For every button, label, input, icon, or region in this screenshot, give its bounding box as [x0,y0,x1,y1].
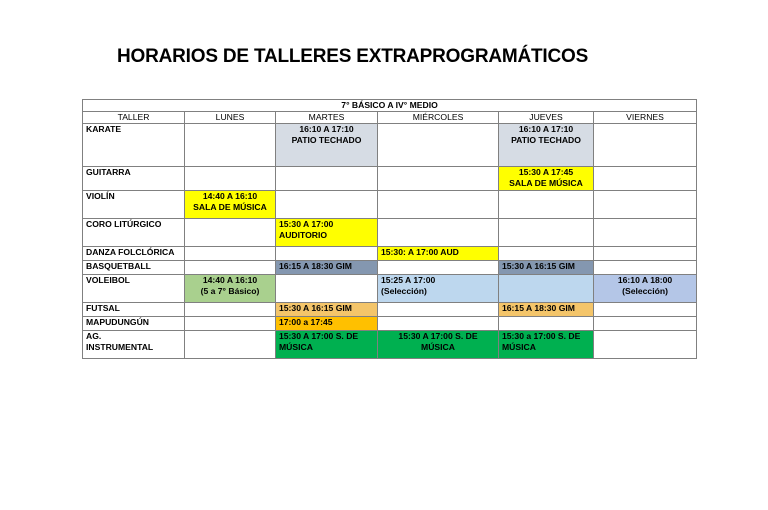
schedule-cell-viernes [594,275,697,303]
schedule-cell-lunes [185,317,276,331]
schedule-cell-martes [276,303,378,317]
schedule-cell-line: 16:15 A 18:30 GIM [279,261,352,271]
taller-name: KARATE [83,124,185,167]
schedule-cell-miercoles [378,317,499,331]
schedule-cell-martes [276,247,378,261]
schedule-cell-line: MÚSICA [502,341,536,352]
schedule-cell-lunes [185,124,276,167]
schedule-cell-line: 15:30 A 16:15 GIM [279,303,352,313]
schedule-cell-lunes [185,247,276,261]
schedule-table [82,99,697,359]
taller-name: VIOLÍN [83,191,185,219]
schedule-cell-jueves [499,331,594,359]
schedule-cell-line: 15:30 A 17:00 S. DE [279,331,359,341]
schedule-cell-miercoles [378,247,499,261]
schedule-cell-line: (Selección) [381,285,427,296]
schedule-cell-line: 15:30 a 17:00 S. DE [502,331,581,341]
taller-name-line: INSTRUMENTAL [86,341,154,352]
schedule-cell-lunes [185,261,276,275]
schedule-cell-jueves [499,219,594,247]
schedule-cell-line: (5 a 7° Básico) [200,285,260,296]
schedule-cell-martes [276,191,378,219]
schedule-cell-miercoles [378,124,499,167]
taller-name: MAPUDUNGÚN [83,317,185,331]
taller-name [83,331,185,359]
table-row [83,331,697,359]
schedule-cell-jueves [499,275,594,303]
table-row [83,219,697,247]
schedule-cell-jueves [499,191,594,219]
schedule-cell-lunes [185,331,276,359]
column-header-lunes: LUNES [185,112,276,124]
schedule-cell-line: 16:15 A 18:30 GIM [502,303,575,313]
level-header: 7° BÁSICO A IV° MEDIO [83,100,697,112]
table-row [83,275,697,303]
taller-name-line: AG. [86,331,102,341]
schedule-cell-jueves [499,247,594,261]
schedule-cell-line: PATIO TECHADO [291,134,362,145]
schedule-cell-miercoles [378,275,499,303]
schedule-cell-line: (Selección) [622,285,668,296]
schedule-cell-viernes [594,167,697,191]
schedule-cell-line: 15:30 A 16:15 GIM [502,261,575,271]
schedule-cell-jueves [499,303,594,317]
schedule-cell-line: PATIO TECHADO [511,134,581,145]
schedule-cell-line: 16:10 A 18:00 [617,275,673,285]
taller-name: VOLEIBOL [83,275,185,303]
schedule-cell-line: 15:25 A 17:00 [381,275,436,285]
schedule-cell-jueves [499,124,594,167]
table-row [83,247,697,261]
schedule-cell-lunes [185,219,276,247]
schedule-cell-martes [276,261,378,275]
schedule-cell-martes [276,167,378,191]
schedule-cell-line: 15:30 A 17:00 S. DE [398,331,478,341]
schedule-cell-lunes [185,167,276,191]
column-header-taller: TALLER [83,112,185,124]
table-row [83,167,697,191]
schedule-body [83,124,697,359]
schedule-cell-line: 16:10 A 17:10 [518,124,574,134]
page-title: HORARIOS DE TALLERES EXTRAPROGRAMÁTICOS [117,46,589,67]
schedule-cell-jueves [499,167,594,191]
taller-name: GUITARRA [83,167,185,191]
taller-name: DANZA FOLCLÓRICA [83,247,185,261]
table-row [83,303,697,317]
column-header-martes: MARTES [276,112,378,124]
schedule-cell-line: 15:30: A 17:00 AUD [381,247,459,257]
schedule-cell-viernes [594,247,697,261]
schedule-cell-jueves [499,261,594,275]
column-header-miercoles: MIÉRCOLES [378,112,499,124]
schedule-cell-miercoles [378,261,499,275]
schedule-cell-jueves [499,317,594,331]
column-header-jueves: JUEVES [499,112,594,124]
schedule-cell-miercoles [378,167,499,191]
schedule-cell-line: 14:40 A 16:10 [202,275,258,285]
schedule-cell-viernes [594,219,697,247]
schedule-cell-viernes [594,124,697,167]
schedule-cell-line: SALA DE MÚSICA [193,201,267,212]
schedule-cell-viernes [594,317,697,331]
schedule-cell-viernes [594,331,697,359]
schedule-cell-line: 14:40 A 16:10 [202,191,258,201]
schedule-cell-lunes [185,275,276,303]
schedule-cell-line: MÚSICA [279,341,313,352]
table-row [83,317,697,331]
schedule-cell-miercoles [378,219,499,247]
schedule-cell-line: AUDITORIO [279,229,328,240]
schedule-cell-line: 17:00 a 17:45 [279,317,333,327]
taller-name: CORO LITÚRGICO [83,219,185,247]
taller-name: BASQUETBALL [83,261,185,275]
table-row [83,191,697,219]
schedule-cell-martes [276,275,378,303]
schedule-cell-viernes [594,303,697,317]
schedule-cell-viernes [594,191,697,219]
schedule-cell-martes [276,124,378,167]
schedule-cell-martes [276,317,378,331]
schedule-cell-viernes [594,261,697,275]
schedule-cell-line: MÚSICA [421,341,455,352]
schedule-cell-miercoles [378,191,499,219]
schedule-cell-miercoles [378,303,499,317]
column-header-viernes: VIERNES [594,112,697,124]
schedule-cell-line: 16:10 A 17:10 [299,124,354,134]
schedule-cell-lunes [185,303,276,317]
schedule-cell-martes [276,219,378,247]
taller-name: FUTSAL [83,303,185,317]
table-row [83,261,697,275]
table-row [83,124,697,167]
schedule-cell-line: 15:30 A 17:00 [279,219,334,229]
schedule-cell-line: SALA DE MÚSICA [509,177,583,188]
schedule-cell-lunes [185,191,276,219]
schedule-cell-martes [276,331,378,359]
schedule-cell-line: 15:30 A 17:45 [518,167,574,177]
schedule-cell-miercoles [378,331,499,359]
